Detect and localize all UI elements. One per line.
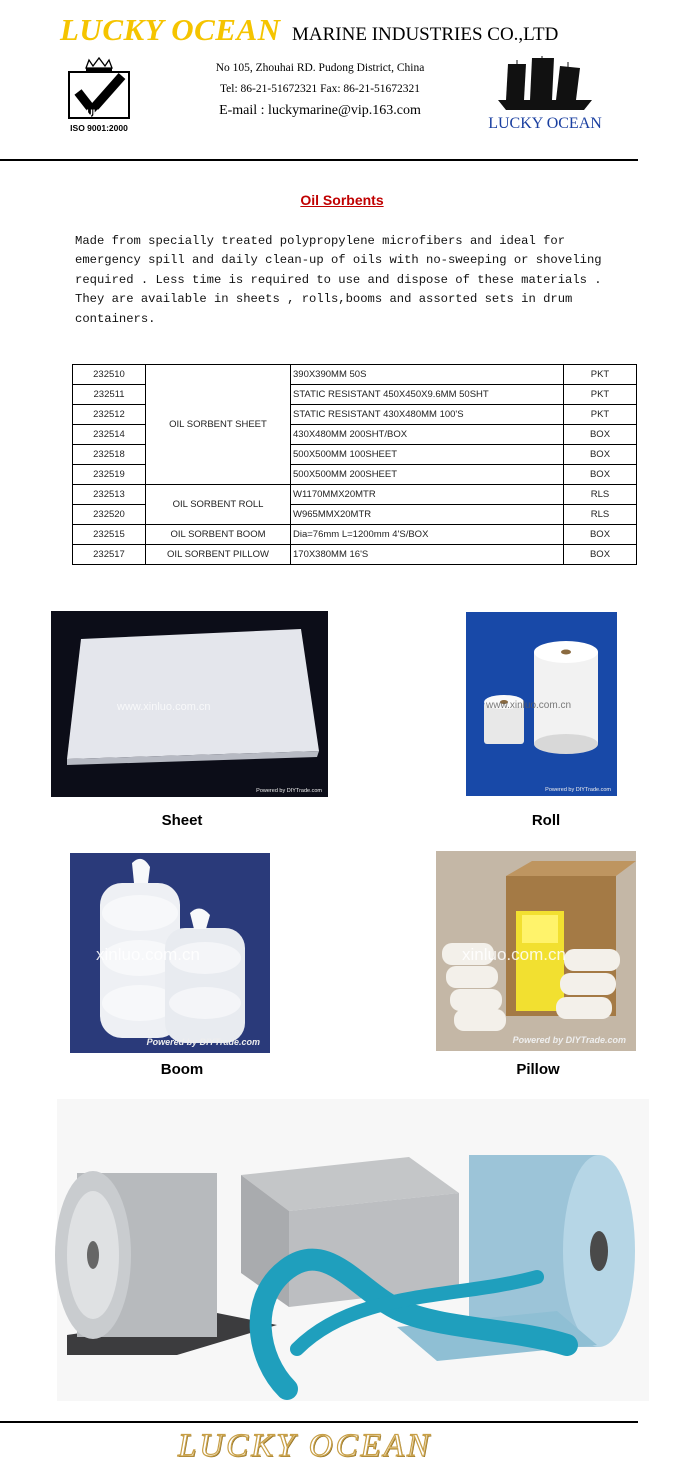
item-spec: STATIC RESISTANT 450X450X9.6MM 50SHT <box>291 385 564 405</box>
product-group: OIL SORBENT BOOM <box>146 525 291 545</box>
item-unit: BOX <box>564 465 637 485</box>
item-spec: 170X380MM 16'S <box>291 545 564 565</box>
pillow-caption: Pillow <box>516 1061 560 1078</box>
item-spec: 500X500MM 100SHEET <box>291 445 564 465</box>
roll-caption: Roll <box>531 812 561 829</box>
photo-watermark: xinluo.com.cn <box>462 945 566 964</box>
table-row <box>73 545 637 565</box>
item-code: 232519 <box>73 465 146 485</box>
item-code: 232520 <box>73 505 146 525</box>
item-spec: STATIC RESISTANT 430X480MM 100'S <box>291 405 564 425</box>
item-unit: BOX <box>564 445 637 465</box>
item-spec: W965MMX20MTR <box>291 505 564 525</box>
header-divider <box>0 159 638 161</box>
table-row <box>73 485 637 505</box>
item-code: 232510 <box>73 365 146 385</box>
item-unit: RLS <box>564 485 637 505</box>
address-line: No 105, Zhouhai RD. Pudong District, China <box>215 62 425 74</box>
contact-block <box>150 58 490 121</box>
item-unit: PKT <box>564 405 637 425</box>
item-code: 232515 <box>73 525 146 545</box>
table-row <box>73 365 637 385</box>
iso-label: ISO 9001:2000 <box>70 123 128 133</box>
boom-photo <box>70 853 270 1053</box>
powered-by-label: Powered by DIYTrade.com <box>256 788 322 794</box>
assorted-products-photo <box>57 1099 649 1401</box>
item-unit: PKT <box>564 385 637 405</box>
ukas-certification-logo <box>66 56 132 136</box>
company-name: MARINE INDUSTRIES CO.,LTD <box>292 24 559 45</box>
pillow-photo <box>436 851 636 1051</box>
page-title: Oil Sorbents <box>300 192 384 208</box>
photo-watermark: www.xinluo.com.cn <box>486 700 572 711</box>
brand-name: LUCKY OCEAN <box>60 12 281 47</box>
ship-logo-text: LUCKY OCEAN <box>488 115 602 132</box>
product-group: OIL SORBENT PILLOW <box>146 545 291 565</box>
footer-divider <box>0 1421 638 1423</box>
item-code: 232518 <box>73 445 146 465</box>
item-unit: PKT <box>564 365 637 385</box>
product-group: OIL SORBENT SHEET <box>146 365 291 485</box>
item-spec: 390X390MM 50S <box>291 365 564 385</box>
item-code: 232512 <box>73 405 146 425</box>
photo-watermark: xinluo.com.cn <box>96 945 200 964</box>
item-spec: Dia=76mm L=1200mm 4'S/BOX <box>291 525 564 545</box>
photo-watermark: www.xinluo.com.cn <box>117 701 211 713</box>
item-code: 232511 <box>73 385 146 405</box>
powered-by-label: Powered by DIYTrade.com <box>545 787 611 793</box>
item-unit: BOX <box>564 545 637 565</box>
ship-logo <box>488 56 602 134</box>
item-code: 232517 <box>73 545 146 565</box>
product-description: Made from specially treated polypropylene microfibers and ideal for emergency spill and daily clean-up of oils with no-sweeping or shoveling required . Less time is required to use and dispose of these materials . They are available in sheets , rolls,booms and assorted sets in drum containers. <box>75 234 602 326</box>
product-table <box>72 364 637 565</box>
sheet-caption: Sheet <box>161 812 203 829</box>
item-code: 232514 <box>73 425 146 445</box>
item-code: 232513 <box>73 485 146 505</box>
item-unit: RLS <box>564 505 637 525</box>
item-spec: 500X500MM 200SHEET <box>291 465 564 485</box>
item-unit: BOX <box>564 425 637 445</box>
powered-by-label: Powered by DIYTrade.com <box>512 1035 626 1045</box>
footer-logo: LUCKY OCEAN <box>178 1428 432 1464</box>
tel-fax-line: Tel: 86-21-51672321 Fax: 86-21-51672321 <box>219 83 421 95</box>
item-spec: 430X480MM 200SHT/BOX <box>291 425 564 445</box>
item-spec: W1170MMX20MTR <box>291 485 564 505</box>
item-unit: BOX <box>564 525 637 545</box>
boom-caption: Boom <box>160 1061 204 1078</box>
roll-photo <box>466 612 617 796</box>
powered-by-label: Powered by DIYTrade.com <box>146 1037 260 1047</box>
product-group: OIL SORBENT ROLL <box>146 485 291 525</box>
table-row <box>73 525 637 545</box>
sheet-photo <box>51 611 328 797</box>
email-line: E-mail : luckymarine@vip.163.com <box>219 103 421 118</box>
ukas-label: UKAS <box>86 108 112 118</box>
